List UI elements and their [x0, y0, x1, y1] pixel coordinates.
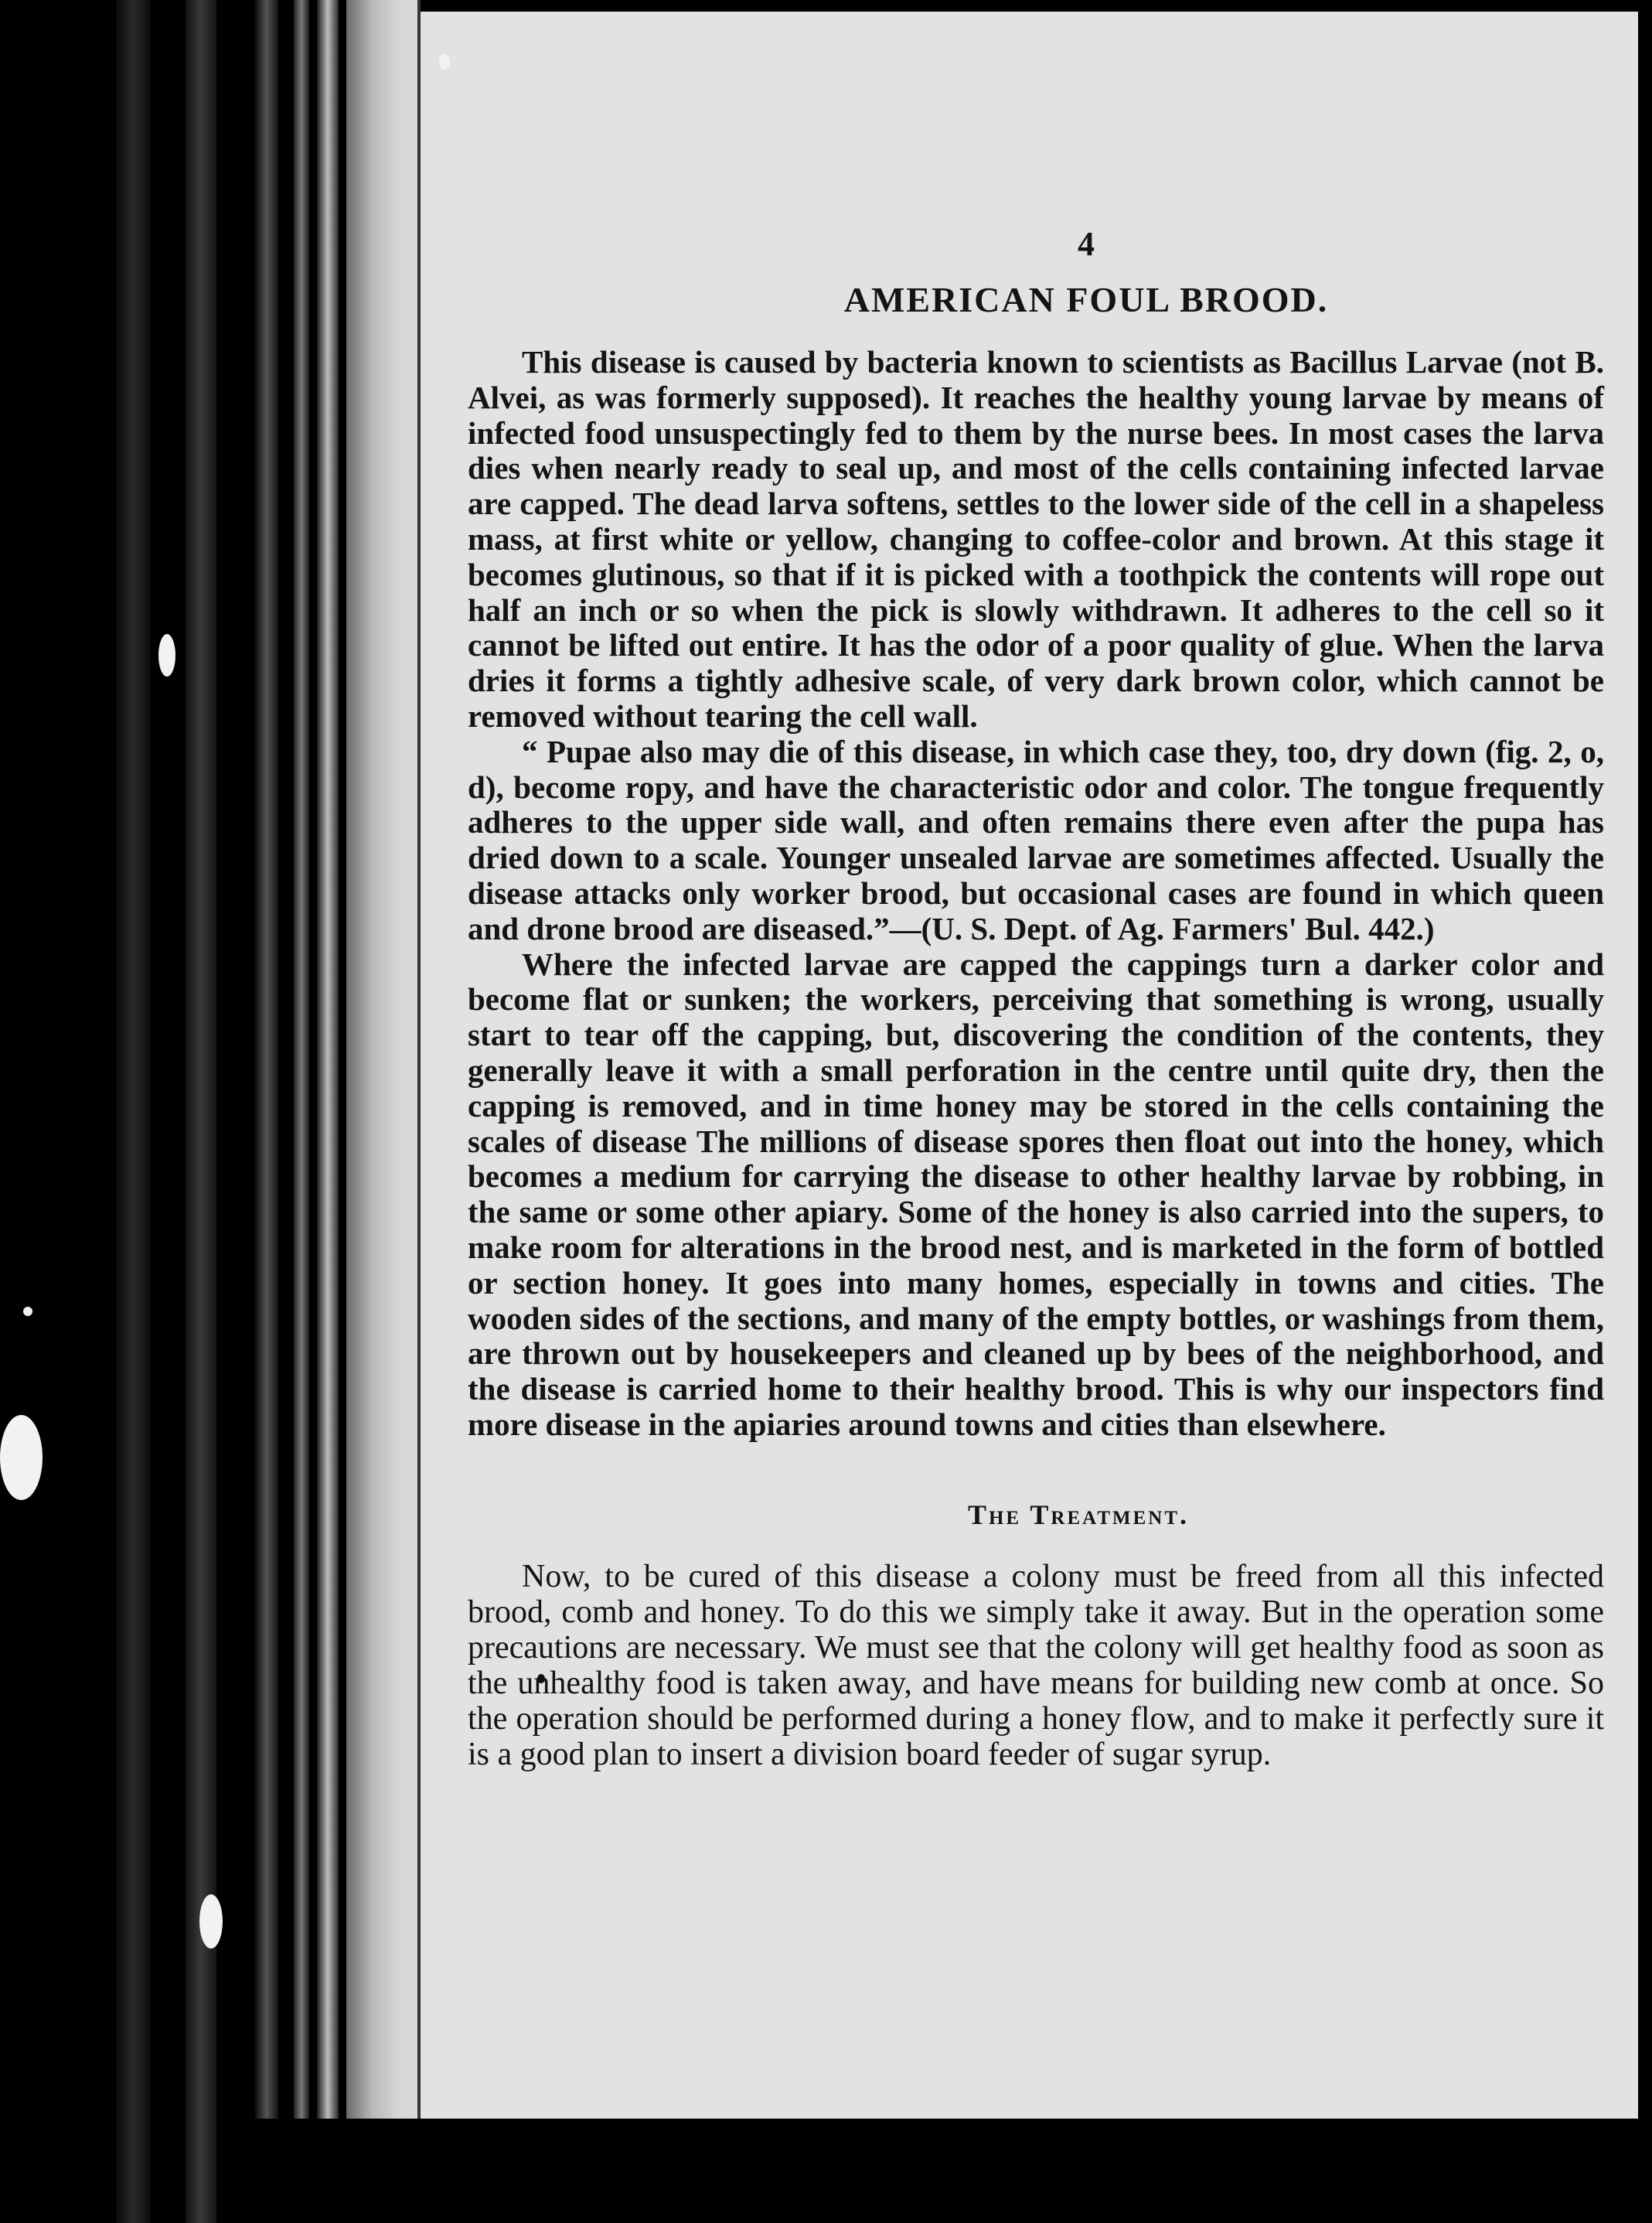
book-spine-band — [116, 0, 151, 2223]
book-spine-band — [294, 0, 309, 2223]
page-number: 4 — [1078, 225, 1095, 263]
scan-speck — [158, 634, 175, 677]
book-spine-band — [186, 0, 216, 2223]
body-paragraph: Now, to be cured of this disease a colony must be freed from all this infected brood, comb and honey. To do this we simply take it away. But in the operation some precautions are necessary. We must see that the colony will get healthy food as soon as the unhealthy food is taken away, and have means for building new comb at once. So the operation should be performed during a honey flow, and to make it perfectly sure it is a good plan to insert a division board feeder of sugar syrup. — [468, 1558, 1604, 1772]
body-paragraph: This disease is caused by bacteria known to scientists as Bacillus Larvae (not B. Alvei, as was formerly supposed). It reaches the healthy young larvae by means of infected food unsuspectingly fed to them by the nurse bees. In most cases the larva dies when nearly ready to seal up, and most of the cells containing infected larvae are capped. The dead larva softens, settles to the lower side of the cell in a shapeless mass, at first white or yellow, changing to coffee-color and brown. At this stage it becomes glutinous, so that if it is picked with a toothpick the contents will rope out half an inch or so when the pick is slowly withdrawn. It adheres to the cell so it cannot be lifted out entire. It has the odor of a poor quality of glue. When the larva dries it forms a tightly adhesive scale, of very dark brown color, which cannot be removed without tearing the cell wall. — [468, 344, 1604, 734]
scan-speck — [439, 54, 450, 70]
section-heading: The Treatment. — [967, 1498, 1190, 1530]
scan-speck — [0, 1415, 43, 1500]
book-spine-band — [255, 0, 278, 2223]
body-paragraph: “ Pupae also may die of this disease, in which case they, too, dry down (fig. 2, o, d), become ropy, and have the characteristic odor and color. The tongue frequently adheres to the upper side wall, and often remains there even after the pupa has dried down to a scale. Younger unsealed larvae are sometimes affected. Usually the disease attacks only worker brood, but occasional cases are found in which queen and drone brood are diseased.”—(U. S. Dept. of Ag. Farmers' Bul. 442.) — [468, 733, 1604, 946]
page-edge — [417, 0, 421, 2223]
body-paragraph: Where the infected larvae are capped the cappings turn a darker color and become flat or sunken; the workers, perceiving that something is wrong, usually start to tear off the capping, but, discovering the condition of the contents, they generally leave it with a small perforation in the centre until quite dry, then the capping is removed, and in time honey may be stored in the cells containing the scales of disease The millions of disease spores then float out into the honey, which becomes a medium for carrying the disease to other healthy larvae by robbing, in the same or some other apiary. Some of the honey is also carried into the supers, to make room for alterations in the brood nest, and is marketed in the form of bottled or section honey. It goes into many homes, especially in towns and cities. The wooden sides of the sections, and many of the empty bottles, or washings from them, are thrown out by housekeepers and cleaned up by bees of the neighborhood, and the disease is carried home to their healthy brood. This is why our inspectors find more disease in the apiaries around towns and cities than elsewhere. — [468, 946, 1604, 1442]
scan-speck — [199, 1894, 223, 1949]
page-gutter — [346, 0, 420, 2223]
chapter-title: AMERICAN FOUL BROOD. — [843, 280, 1329, 319]
scan-speck — [23, 1307, 32, 1316]
book-spine-band — [317, 0, 339, 2223]
page-content — [468, 224, 1604, 1772]
page-bottom-shadow — [232, 2119, 1652, 2223]
